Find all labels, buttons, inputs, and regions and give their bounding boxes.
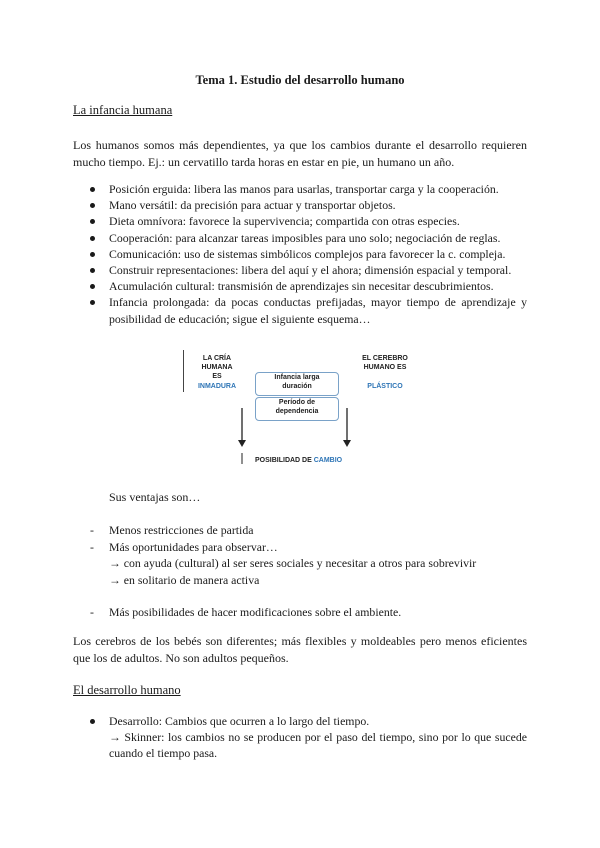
list-item: - Más oportunidades para observar… → con ayuda (cultural) al ser seres sociales y necesitar a otros para sobrevivir → en solitario de manera activa bbox=[73, 539, 527, 589]
list-item: Acumulación cultural: transmisión de aprendizajes sin necesitar descubrimientos. bbox=[73, 278, 527, 294]
brains-paragraph: Los cerebros de los bebés son diferentes; más flexibles y moldeables pero menos eficientes que los de adultos. No son adultos pequeños. bbox=[73, 634, 527, 665]
page-title: Tema 1. Estudio del desarrollo humano bbox=[195, 73, 405, 87]
development-diagram bbox=[175, 350, 425, 470]
list-item: Posición erguida: libera las manos para usarlas, transportar carga y la cooperación. bbox=[73, 181, 527, 197]
sub-item: → Skinner: los cambios no se producen por el paso del tiempo, sino por lo que sucede cuando el tiempo pasa. bbox=[109, 730, 527, 761]
right-arrow-head bbox=[343, 440, 351, 447]
list-item: - Menos restricciones de partida bbox=[90, 523, 254, 537]
left-value: INMADURA bbox=[197, 383, 237, 390]
list-item: Infancia prolongada: da pocas conductas prefijadas, mayor tiempo de aprendizaje y posibilidad de educación; sigue el siguiente esquema… bbox=[73, 294, 527, 326]
list-item: Comunicación: uso de sistemas simbólicos complejos para favorecer la c. compleja. bbox=[73, 246, 527, 262]
advantages-list bbox=[73, 522, 527, 621]
intro-paragraph: Los humanos somos más dependientes, ya que los cambios durante el desarrollo requieren mucho tiempo. Ej.: un cervatillo tarda horas en estar en pie, un humano un año. bbox=[73, 138, 527, 169]
section-heading-desarrollo: El desarrollo humano bbox=[73, 683, 181, 697]
list-item: Construir representaciones: libera del aquí y el ahora; dimensión espacial y temporal. bbox=[73, 262, 527, 278]
box-dependencia: Período de dependencia bbox=[255, 397, 339, 421]
list-item: Dieta omnívora: favorece la supervivencia; compartida con otras especies. bbox=[73, 213, 527, 229]
right-value: PLÁSTICO bbox=[367, 383, 403, 390]
list-item: - Más posibilidades de hacer modificaciones sobre el ambiente. bbox=[90, 605, 402, 619]
list-item: Desarrollo: Cambios que ocurren a lo largo del tiempo. → Skinner: los cambios no se producen por el paso del tiempo, sino por lo que sucede cuando el tiempo pasa. bbox=[73, 713, 527, 762]
box-infancia: Infancia larga duración bbox=[255, 372, 339, 396]
list-item: Cooperación: para alcanzar tareas imposibles para uno solo; negociación de reglas. bbox=[73, 230, 527, 246]
advantages-intro: Sus ventajas son… bbox=[109, 490, 201, 504]
left-arrow-head bbox=[238, 440, 246, 447]
right-label: EL CEREBRO HUMANO ES bbox=[362, 355, 408, 371]
traits-list bbox=[73, 181, 527, 327]
list-item: Mano versátil: da precisión para actuar y transportar objetos. bbox=[73, 197, 527, 213]
development-list bbox=[73, 713, 527, 762]
sub-item: → con ayuda (cultural) al ser seres sociales y necesitar a otros para sobrevivir bbox=[109, 556, 477, 570]
diagram-arrows bbox=[175, 350, 425, 470]
section-heading-infancia: La infancia humana bbox=[73, 103, 173, 117]
sub-item: → en solitario de manera activa bbox=[109, 572, 260, 587]
left-label: LA CRÍA HUMANA ES bbox=[201, 355, 233, 380]
bottom-label: POSIBILIDAD DE CAMBIO bbox=[255, 457, 343, 464]
